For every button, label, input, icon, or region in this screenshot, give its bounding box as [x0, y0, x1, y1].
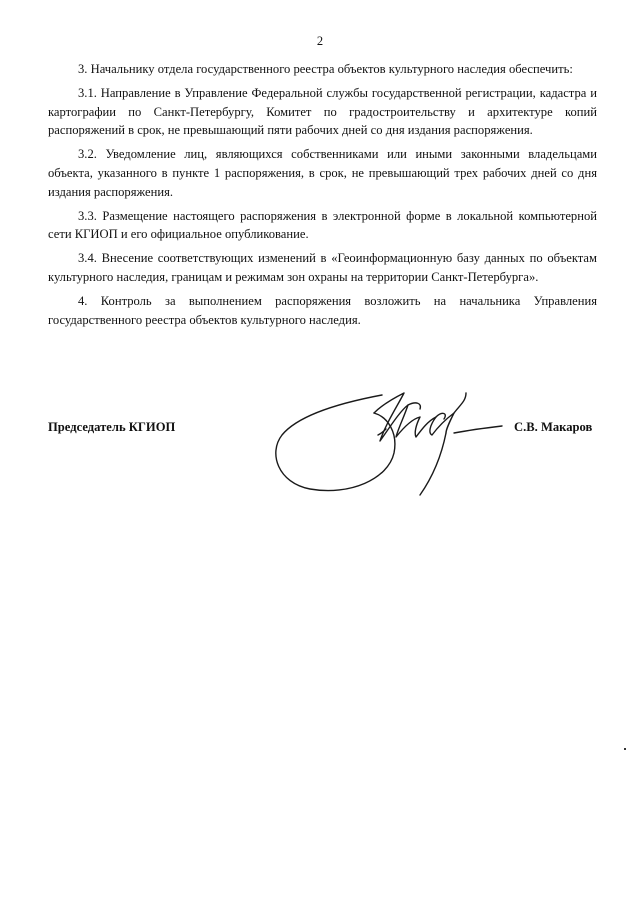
- scan-speck: [624, 748, 626, 750]
- paragraph-4: 4. Контроль за выполнением распоряжения возложить на начальника Управления государственного реестра объектов культурного наследия.: [48, 293, 597, 327]
- signatory-name: С.В. Макаров: [514, 420, 593, 434]
- paragraph-3: 3. Начальнику отдела государственного реестра объектов культурного наследия обеспечить:: [78, 62, 573, 76]
- signatory-title: Председатель КГИОП: [48, 420, 176, 434]
- paragraph-3-2: 3.2. Уведомление лиц, являющихся собственниками или иными законными владельцами объекта, указанного в пункте 1 распоряжения, в срок, не превышающий трех рабочих дней со дня издания распоряжения.: [48, 147, 597, 199]
- document-body: [48, 60, 597, 334]
- handwritten-signature: [270, 383, 510, 501]
- paragraph-3-1: 3.1. Направление в Управление Федеральной службы государственной регистрации, кадастра и картографии по Санкт-Петербургу, Комитет по градостроительству и архитектуре копий распоряжений в срок, не превышающий пяти рабочих дней со дня издания распоряжения.: [48, 85, 597, 138]
- page-number: 2: [316, 34, 324, 48]
- paragraph-3-4: 3.4. Внесение соответствующих изменений в «Геоинформационную базу данных по объектам культурного наследия, границам и режимам зон охраны на территории Санкт-Петербурга».: [48, 251, 597, 284]
- paragraph-3-3: 3.3. Размещение настоящего распоряжения в электронной форме в локальной компьютерной сети КГИОП и его официальное опубликование.: [48, 208, 597, 242]
